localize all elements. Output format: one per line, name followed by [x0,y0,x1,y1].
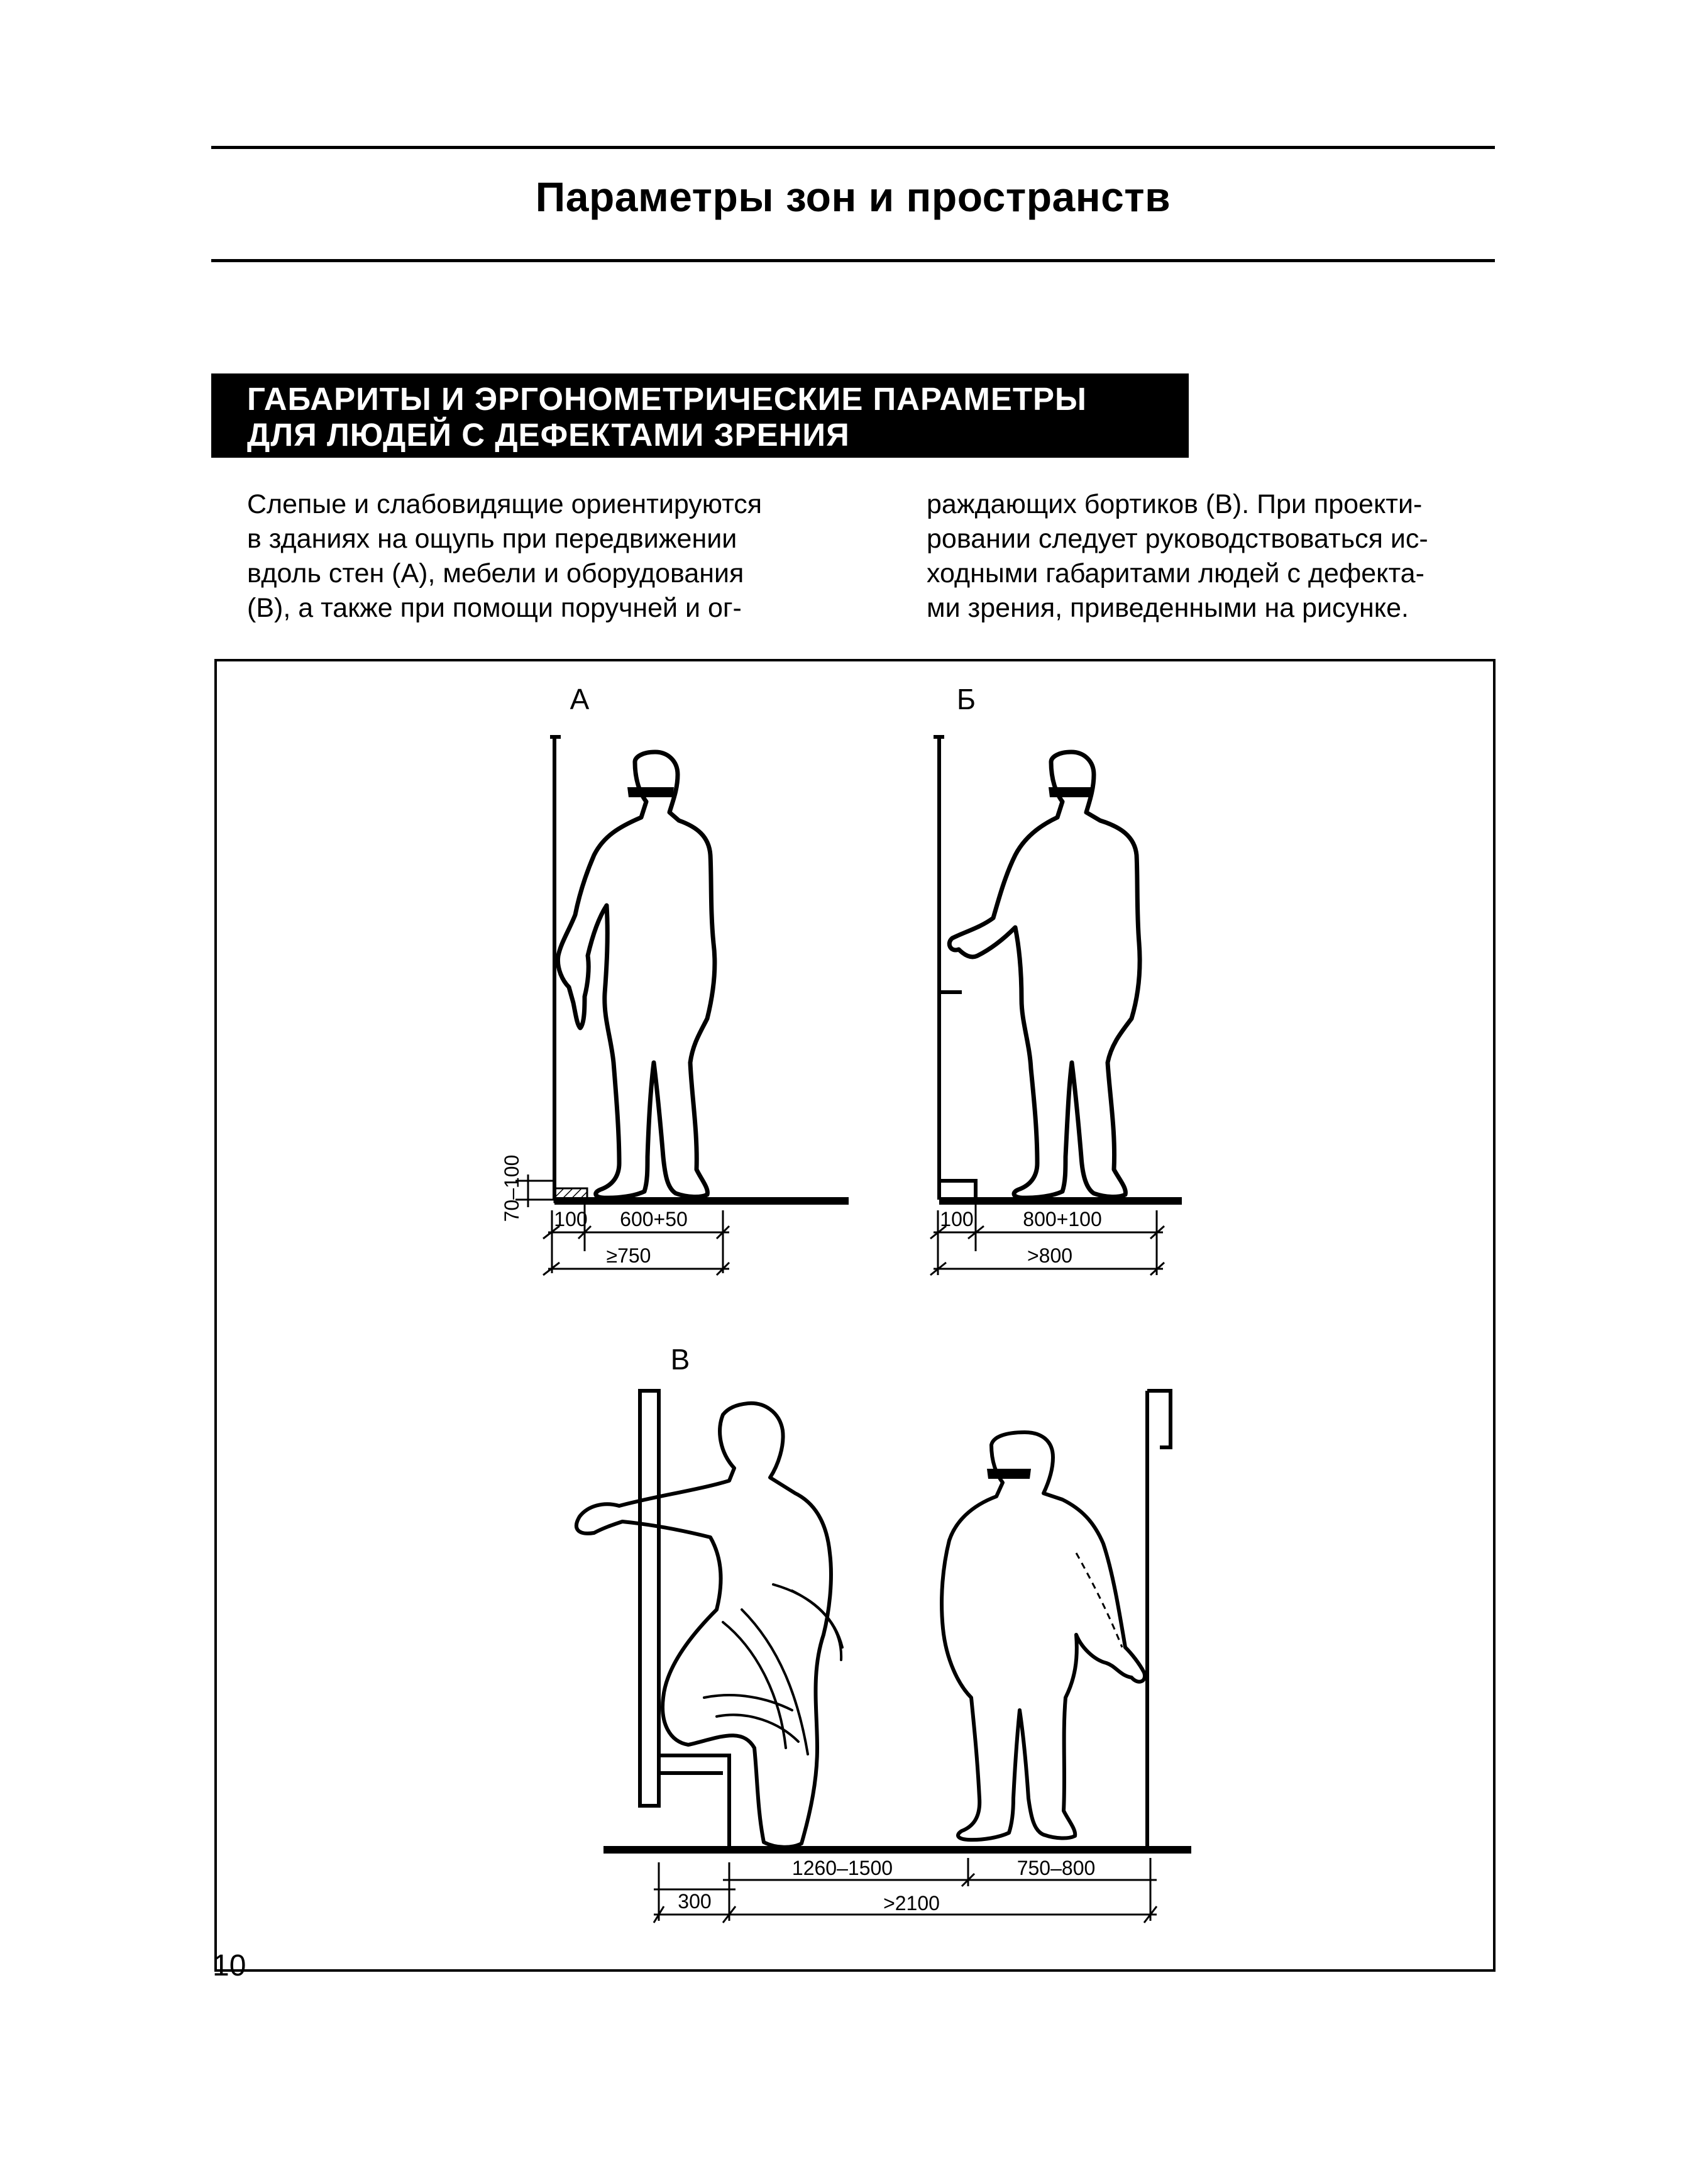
person-reaching-for-curb [949,752,1140,1198]
person-walking-hand-on-rail [942,1432,1145,1840]
body-line: ми зрения, приведенными на рисунке. [927,593,1409,623]
body-line: вдоль стен (А), мебели и оборудования [247,558,744,589]
right-wall-v [1147,1391,1171,1850]
body-line: в зданиях на ощупь при передвижении [247,524,737,554]
dimension-v-bench: 300 [678,1890,712,1913]
figure-label-b: Б [956,683,976,716]
dimension-a-width: 600+50 [620,1208,688,1230]
dimension-a-offset: 100 [554,1208,588,1230]
page-title: Параметры зон и пространств [535,174,1171,220]
page-number: 10 [212,1949,246,1982]
dimension-v-total: >2100 [883,1892,940,1915]
seated-motion-lines [704,1584,842,1754]
goggles-v [987,1469,1031,1479]
body-line: ходными габаритами людей с дефекта- [927,558,1424,589]
figure-label-a: А [570,683,590,716]
dimension-v-seated: 1260–1500 [791,1857,893,1879]
person-walking-along-wall [558,752,715,1198]
body-line: ровании следует руководствоваться ис- [927,524,1428,554]
person-seated-turning [576,1403,831,1847]
dimension-b-total: >800 [1027,1244,1073,1267]
section-heading-line-2: ДЛЯ ЛЮДЕЙ С ДЕФЕКТАМИ ЗРЕНИЯ [247,417,850,453]
wall-b [934,737,962,1200]
wall-panel-v [640,1391,659,1806]
figure-a [500,683,849,1275]
dimension-b-offset: 100 [940,1208,974,1230]
curb-b [939,1181,976,1200]
figure-v [576,1343,1191,1923]
dimension-a-vertical: 70–100 [500,1154,523,1222]
figure-label-v: В [670,1343,690,1376]
dimension-b-width: 800+100 [1023,1208,1102,1230]
goggles-a [627,787,674,797]
dimension-a-total: ≥750 [606,1244,651,1267]
figure-b [930,683,1182,1275]
dimension-v-walking: 750–800 [1017,1857,1096,1879]
body-line: (В), а также при помощи поручней и ог- [247,593,742,623]
bench-v [659,1755,729,1850]
body-line: Слепые и слабовидящие ориентируются [247,489,763,519]
goggles-b [1049,787,1093,797]
section-heading-line-1: ГАБАРИТЫ И ЭРГОНОМЕТРИЧЕСКИЕ ПАРАМЕТРЫ [247,381,1087,417]
body-line: раждающих бортиков (В). При проекти- [927,489,1423,519]
